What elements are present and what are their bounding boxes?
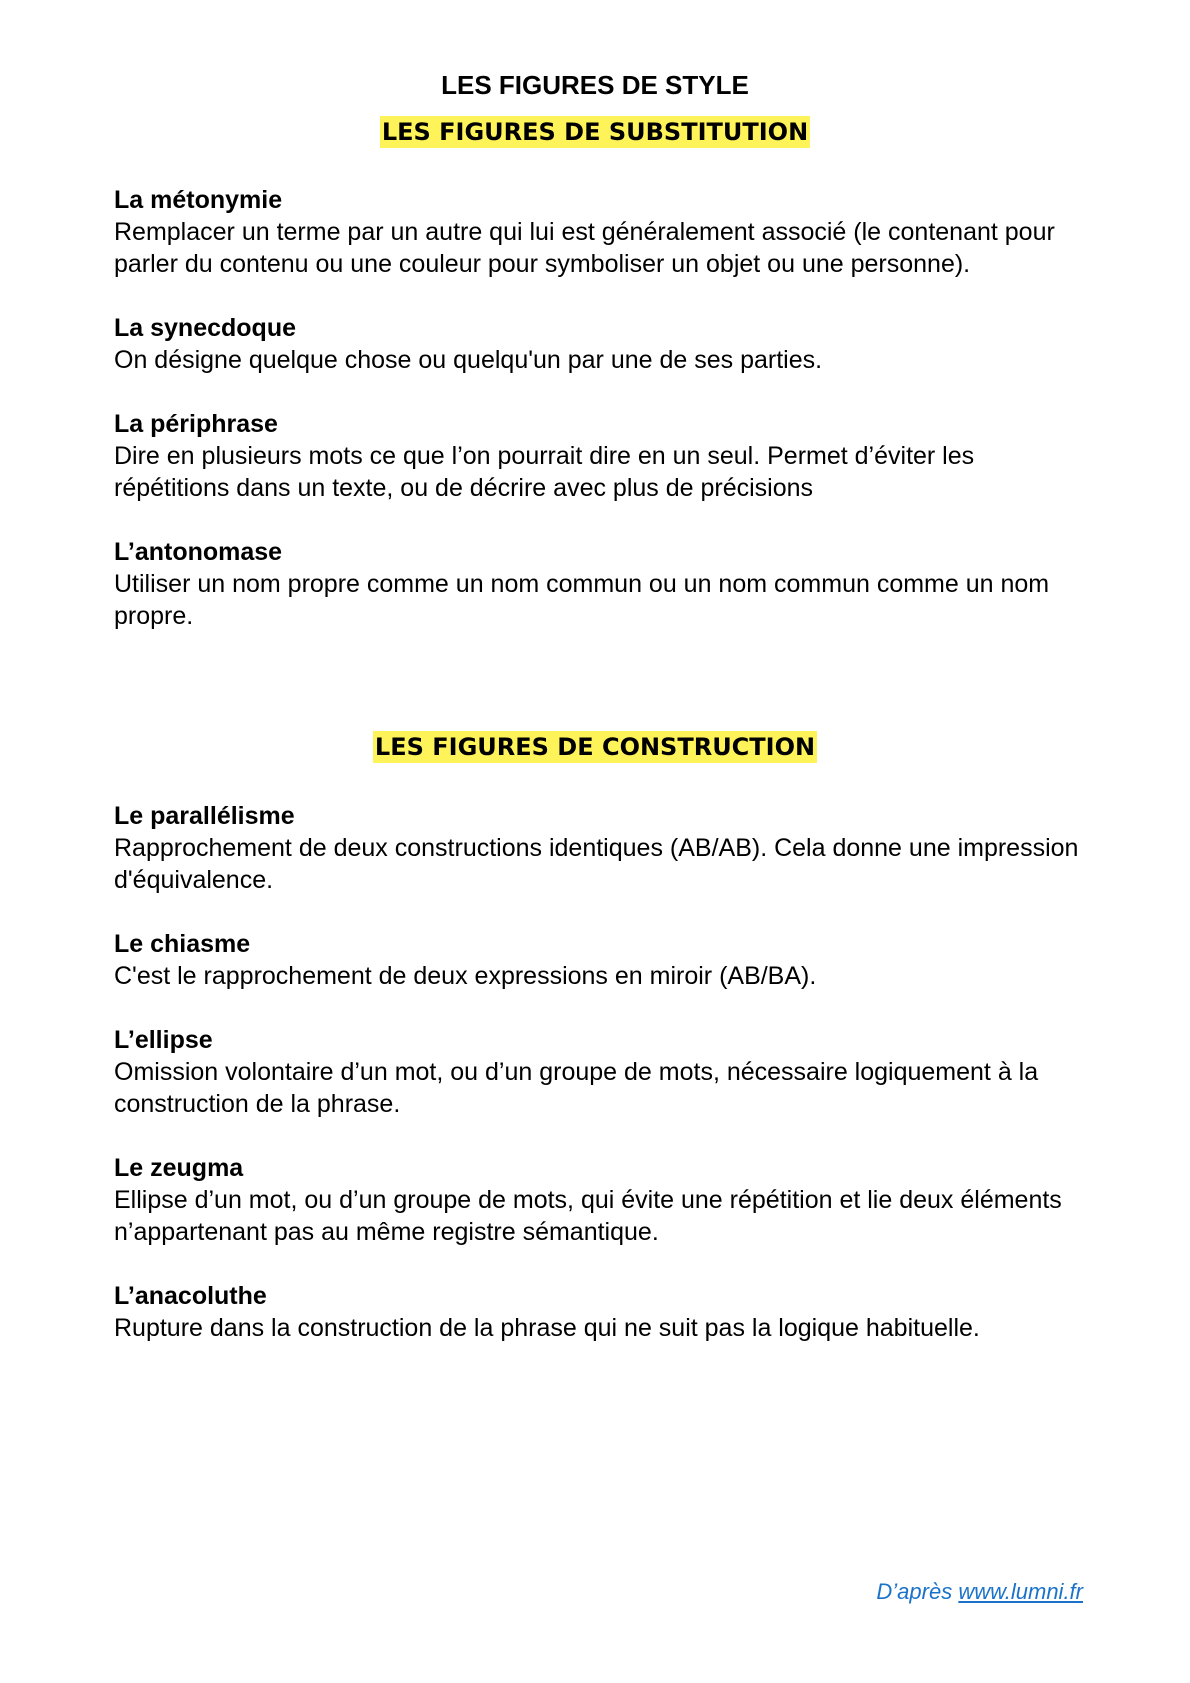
entry-definition: Dire en plusieurs mots ce que l’on pourrait dire en un seul. Permet d’éviter les répétitions dans un texte, ou de décrire avec plus de précisions (114, 442, 975, 502)
entry-term: La périphrase (114, 410, 278, 438)
entry-chiasme (114, 928, 1094, 992)
entry-term: L’ellipse (114, 1026, 213, 1054)
entry-term: La synecdoque (114, 314, 296, 342)
entry-ellipse (114, 1024, 1094, 1120)
entry-term: Le parallélisme (114, 802, 295, 830)
page-title: LES FIGURES DE STYLE (441, 70, 749, 100)
entry-anacoluthe (114, 1280, 1094, 1344)
entry-term: La métonymie (114, 186, 283, 214)
entry-synecdoque (114, 312, 1094, 376)
section-heading-substitution-label: LES FIGURES DE SUBSTITUTION (381, 118, 809, 146)
entry-parallelisme (114, 800, 1094, 896)
entry-definition: Rapprochement de deux constructions identiques (AB/AB). Cela donne une impression d'équivalence. (114, 834, 1079, 894)
entry-term: L’anacoluthe (114, 1282, 267, 1310)
source-link[interactable]: www.lumni.fr (958, 1579, 1083, 1604)
source-prefix: D’après (876, 1579, 959, 1604)
entry-term: Le zeugma (114, 1154, 244, 1182)
construction-entries (114, 800, 1094, 1376)
section-heading-substitution (0, 114, 1190, 149)
section-heading-construction-label: LES FIGURES DE CONSTRUCTION (374, 733, 816, 761)
entry-metonymie (114, 184, 1094, 280)
entry-definition: C'est le rapprochement de deux expressions en miroir (AB/BA). (114, 962, 817, 990)
entry-term: L’antonomase (114, 538, 283, 566)
source-credit (876, 1578, 1083, 1606)
entry-antonomase (114, 536, 1094, 632)
entry-definition: Omission volontaire d’un mot, ou d’un groupe de mots, nécessaire logiquement à la construction de la phrase. (114, 1058, 1039, 1118)
entry-definition: Remplacer un terme par un autre qui lui est généralement associé (le contenant pour parler du contenu ou une couleur pour symboliser un objet ou une personne). (114, 218, 1055, 278)
entry-definition: Ellipse d’un mot, ou d’un groupe de mots, qui évite une répétition et lie deux éléments n’appartenant pas au même registre sémantique. (114, 1186, 1062, 1246)
section-heading-construction (0, 729, 1190, 764)
entry-definition: Rupture dans la construction de la phrase qui ne suit pas la logique habituelle. (114, 1314, 980, 1342)
entry-definition: Utiliser un nom propre comme un nom commun ou un nom commun comme un nom propre. (114, 570, 1050, 630)
entry-term: Le chiasme (114, 930, 251, 958)
substitution-entries (114, 184, 1094, 664)
entry-zeugma (114, 1152, 1094, 1248)
entry-periphrase (114, 408, 1094, 504)
entry-definition: On désigne quelque chose ou quelqu'un par une de ses parties. (114, 346, 823, 374)
